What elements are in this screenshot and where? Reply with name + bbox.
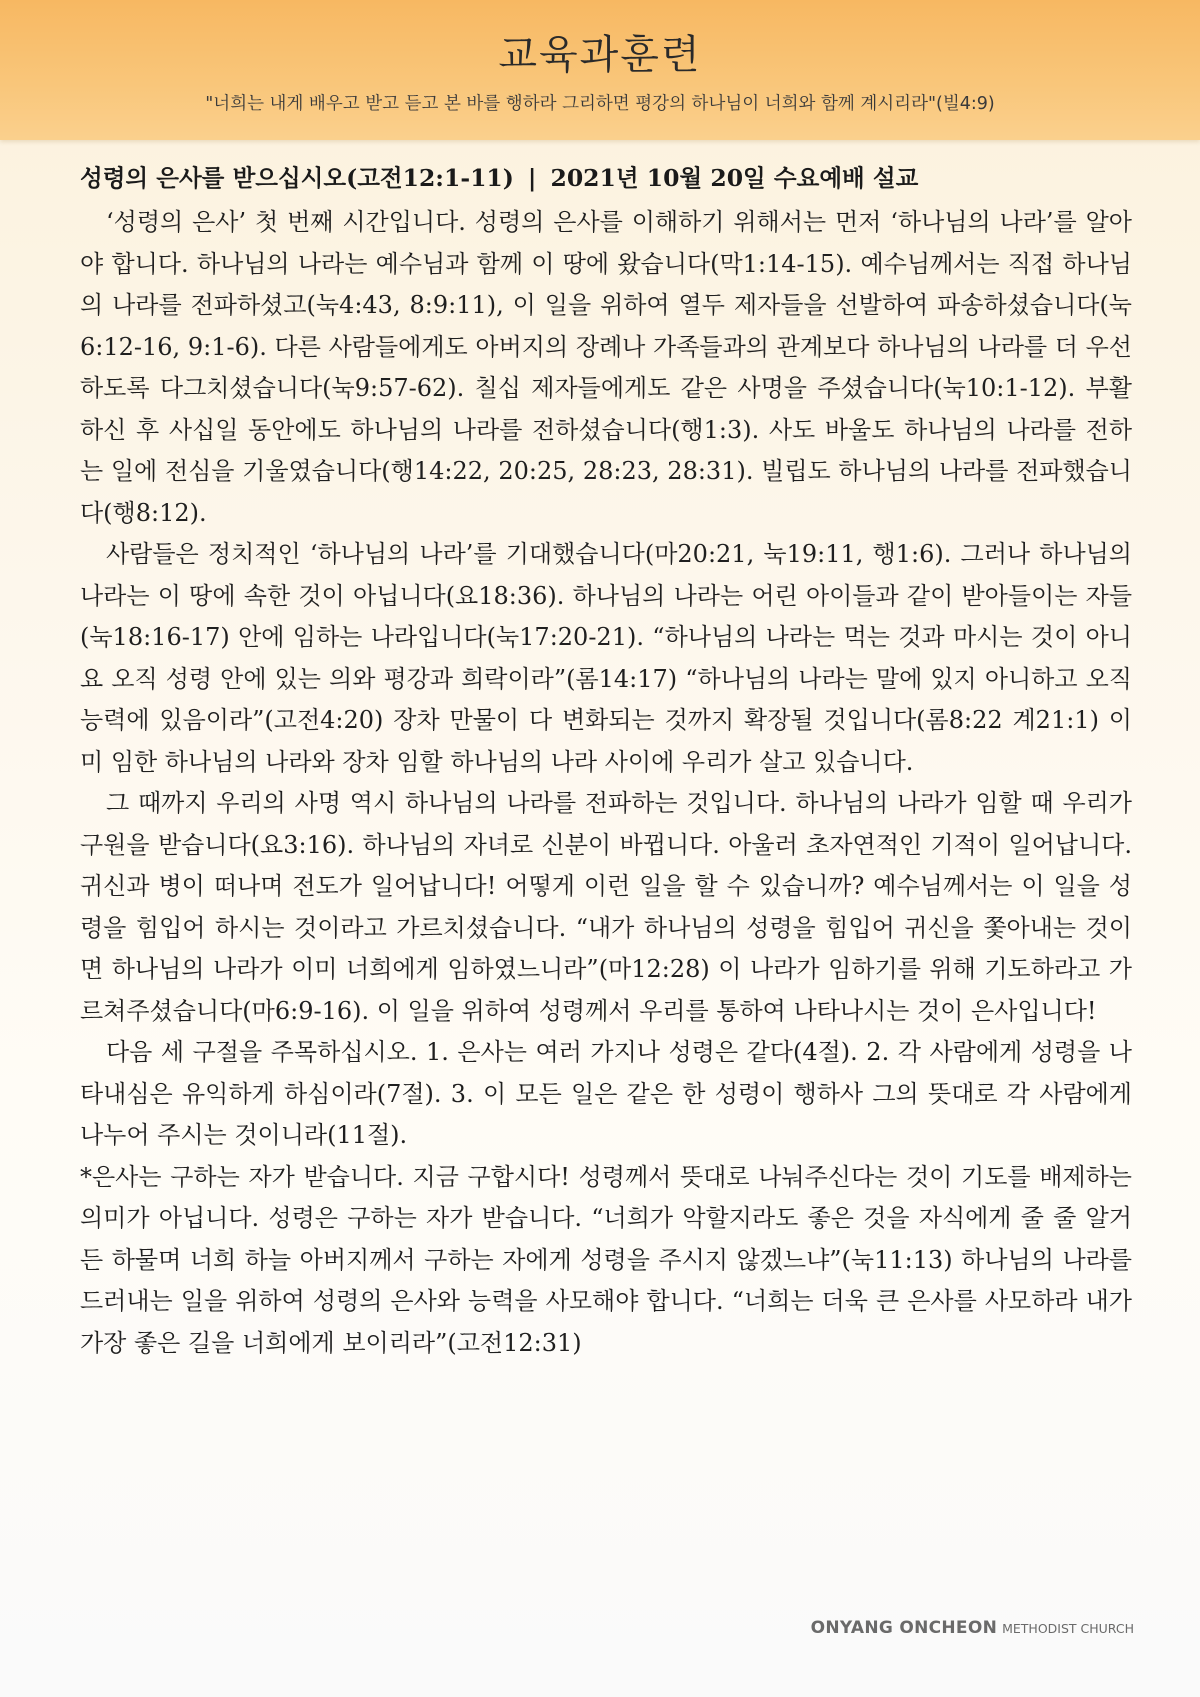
paragraph-1: ‘성령의 은사’ 첫 번째 시간입니다. 성령의 은사를 이해하기 위해서는 먼저 ‘하나님의 나라’를 알아야 합니다. 하나님의 나라는 예수님과 함께 이 땅에 왔습니다(막1:14-15). 예수님께서는 직접 하나님의 나라를 전파하셨고(눅4:43, 8:9:11), 이 일을 위하여 열두 제자들을 선발하여 파송하셨습니다(눅6:12-16, 9:1-6). 다른 사람들에게도 아버지의 장례나 가족들과의 관계보다 하나님의 나라를 더 우선하도록 다그치셨습니다(눅9:57-62). 칠십 제자들에게도 같은 사명을 주셨습니다(눅10:1-12). 부활하신 후 사십일 동안에도 하나님의 나라를 전하셨습니다(행1:3). 사도 바울도 하나님의 나라를 전하는 일에 전심을 기울였습니다(행14:22, 20:25, 28:23, 28:31). 빌립도 하나님의 나라를 전파했습니다(행8:12). bbox=[80, 208, 1132, 527]
church-brand-type: METHODIST CHURCH bbox=[1002, 1621, 1134, 1636]
sermon-title bbox=[80, 158, 1132, 198]
paragraph-2: 사람들은 정치적인 ‘하나님의 나라’를 기대했습니다(마20:21, 눅19:11, 행1:6). 그러나 하나님의 나라는 이 땅에 속한 것이 아닙니다(요18:36). 하나님의 나라는 어린 아이들과 같이 받아들이는 자들(눅18:16-17) 안에 임하는 나라입니다(눅17:20-21). “하나님의 나라는 먹는 것과 마시는 것이 아니요 오직 성령 안에 있는 의와 평강과 희락이라”(롬14:17) “하나님의 나라는 말에 있지 아니하고 오직 능력에 있음이라”(고전4:20) 장차 만물이 다 변화되는 것까지 확장될 것입니다(롬8:22 계21:1) 이미 임한 하나님의 나라와 장차 임할 하나님의 나라 사이에 우리가 살고 있습니다. bbox=[80, 540, 1132, 776]
paragraph-4: 다음 세 구절을 주목하십시오. 1. 은사는 여러 가지나 성령은 같다(4절). 2. 각 사람에게 성령을 나타내심은 유익하게 하심이라(7절). 3. 이 모든 일은 같은 한 성령이 행하사 그의 뜻대로 각 사람에게 나누어 주시는 것이니라(11절). bbox=[80, 1038, 1132, 1149]
title-separator: | bbox=[527, 164, 537, 192]
sermon-article bbox=[80, 158, 1132, 1364]
paragraph-5: *은사는 구하는 자가 받습니다. 지금 구합시다! 성령께서 뜻대로 나눠주신다는 것이 기도를 배제하는 의미가 아닙니다. 성령은 구하는 자가 받습니다. “너희가 악할지라도 좋은 것을 자식에게 줄 줄 알거든 하물며 너희 하늘 아버지께서 구하는 자에게 성령을 주시지 않겠느냐”(눅11:13) 하나님의 나라를 드러내는 일을 위하여 성령의 은사와 능력을 사모해야 합니다. “너희는 더욱 큰 은사를 사모하라 내가 가장 좋은 길을 너희에게 보이리라”(고전12:31) bbox=[80, 1162, 1132, 1357]
header-band bbox=[0, 0, 1200, 140]
paragraph-3: 그 때까지 우리의 사명 역시 하나님의 나라를 전파하는 것입니다. 하나님의 나라가 임할 때 우리가 구원을 받습니다(요3:16). 하나님의 자녀로 신분이 바뀝니다. 아울러 초자연적인 기적이 일어납니다. 귀신과 병이 떠나며 전도가 일어납니다! 어떻게 이런 일을 할 수 있습니까? 예수님께서는 이 일을 성령을 힘입어 하시는 것이라고 가르치셨습니다. “내가 하나님의 성령을 힘입어 귀신을 쫓아내는 것이면 하나님의 나라가 이미 너희에게 임하였느니라”(마12:28) 이 나라가 임하기를 위해 기도하라고 가르쳐주셨습니다(마6:9-16). 이 일을 위하여 성령께서 우리를 통하여 나타나시는 것이 은사입니다! bbox=[80, 789, 1132, 1025]
church-brand-name: ONYANG ONCHEON bbox=[810, 1618, 998, 1638]
church-brand bbox=[811, 1618, 1134, 1638]
page-title: 교육과훈련 bbox=[498, 32, 702, 78]
sermon-date: 2021년 10월 20일 수요예배 설교 bbox=[550, 164, 919, 192]
header-verse: "너희는 내게 배우고 받고 듣고 본 바를 행하라 그리하면 평강의 하나님이 너희와 함께 계시리라"(빌4:9) bbox=[205, 94, 995, 114]
sermon-title-main: 성령의 은사를 받으십시오(고전12:1-11) bbox=[80, 164, 514, 192]
